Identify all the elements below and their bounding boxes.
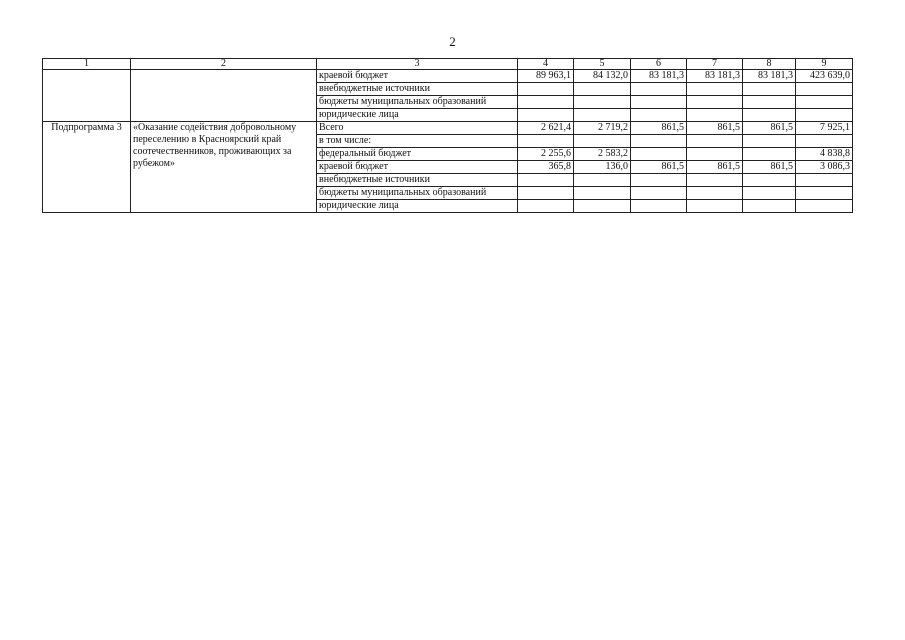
value-cell [687,187,743,200]
source-label-cell: внебюджетные источники [317,83,518,96]
table-header-row [43,59,853,70]
value-cell: 84 132,0 [574,70,631,83]
value-cell [631,187,687,200]
value-cell [687,96,743,109]
value-cell: 861,5 [687,122,743,135]
value-cell [743,187,796,200]
value-cell [796,200,853,213]
value-cell [687,83,743,96]
value-cell: 365,8 [518,161,574,174]
source-label-cell: юридические лица [317,200,518,213]
value-cell: 89 963,1 [518,70,574,83]
header-cell: 4 [518,59,574,70]
value-cell [574,96,631,109]
value-cell [518,187,574,200]
table-row [43,122,853,135]
value-cell: 861,5 [743,161,796,174]
value-cell [574,83,631,96]
value-cell [574,174,631,187]
source-label-cell: бюджеты муниципальных образований [317,96,518,109]
value-cell [743,109,796,122]
header-cell: 1 [43,59,131,70]
value-cell [574,109,631,122]
value-cell [796,174,853,187]
value-cell: 2 719,2 [574,122,631,135]
header-cell: 8 [743,59,796,70]
value-cell [631,109,687,122]
value-cell [687,148,743,161]
header-cell: 7 [687,59,743,70]
source-label-cell: Всего [317,122,518,135]
value-cell [631,96,687,109]
value-cell: 861,5 [631,122,687,135]
value-cell [631,148,687,161]
value-cell [743,148,796,161]
value-cell: 83 181,3 [687,70,743,83]
value-cell: 83 181,3 [631,70,687,83]
value-cell [631,135,687,148]
source-label-cell: внебюджетные источники [317,174,518,187]
value-cell [631,174,687,187]
value-cell [518,174,574,187]
value-cell [687,109,743,122]
value-cell [796,96,853,109]
value-cell: 2 255,6 [518,148,574,161]
value-cell [518,200,574,213]
value-cell [631,200,687,213]
program-title-cell: «Оказание содействия добровольному переселению в Красноярский край соотечественников, проживающих за рубежом» [131,122,317,213]
value-cell: 3 086,3 [796,161,853,174]
value-cell [796,83,853,96]
value-cell: 861,5 [631,161,687,174]
value-cell: 861,5 [687,161,743,174]
value-cell [574,135,631,148]
page-number: 2 [449,34,456,49]
value-cell [574,200,631,213]
value-cell [743,83,796,96]
source-label-cell: краевой бюджет [317,161,518,174]
value-cell [631,83,687,96]
value-cell [687,174,743,187]
value-cell [518,83,574,96]
source-label-cell: юридические лица [317,109,518,122]
value-cell [796,187,853,200]
value-cell [743,96,796,109]
table-body [43,59,853,213]
source-label-cell: в том числе: [317,135,518,148]
program-cell [43,70,131,122]
program-cell: Подпрограмма 3 [43,122,131,213]
header-cell: 3 [317,59,518,70]
value-cell [743,200,796,213]
value-cell [518,109,574,122]
value-cell [687,135,743,148]
value-cell [687,200,743,213]
header-cell: 2 [131,59,317,70]
value-cell [796,109,853,122]
budget-table [42,58,853,213]
value-cell [518,135,574,148]
value-cell: 4 838,8 [796,148,853,161]
value-cell [574,187,631,200]
source-label-cell: краевой бюджет [317,70,518,83]
value-cell: 2 583,2 [574,148,631,161]
value-cell: 423 639,0 [796,70,853,83]
value-cell: 861,5 [743,122,796,135]
value-cell [743,174,796,187]
source-label-cell: бюджеты муниципальных образований [317,187,518,200]
header-cell: 5 [574,59,631,70]
value-cell: 2 621,4 [518,122,574,135]
value-cell [743,135,796,148]
header-cell: 9 [796,59,853,70]
table-row [43,70,853,83]
value-cell [796,135,853,148]
source-label-cell: федеральный бюджет [317,148,518,161]
program-title-cell [131,70,317,122]
value-cell [518,96,574,109]
header-cell: 6 [631,59,687,70]
value-cell: 83 181,3 [743,70,796,83]
value-cell: 7 925,1 [796,122,853,135]
value-cell: 136,0 [574,161,631,174]
